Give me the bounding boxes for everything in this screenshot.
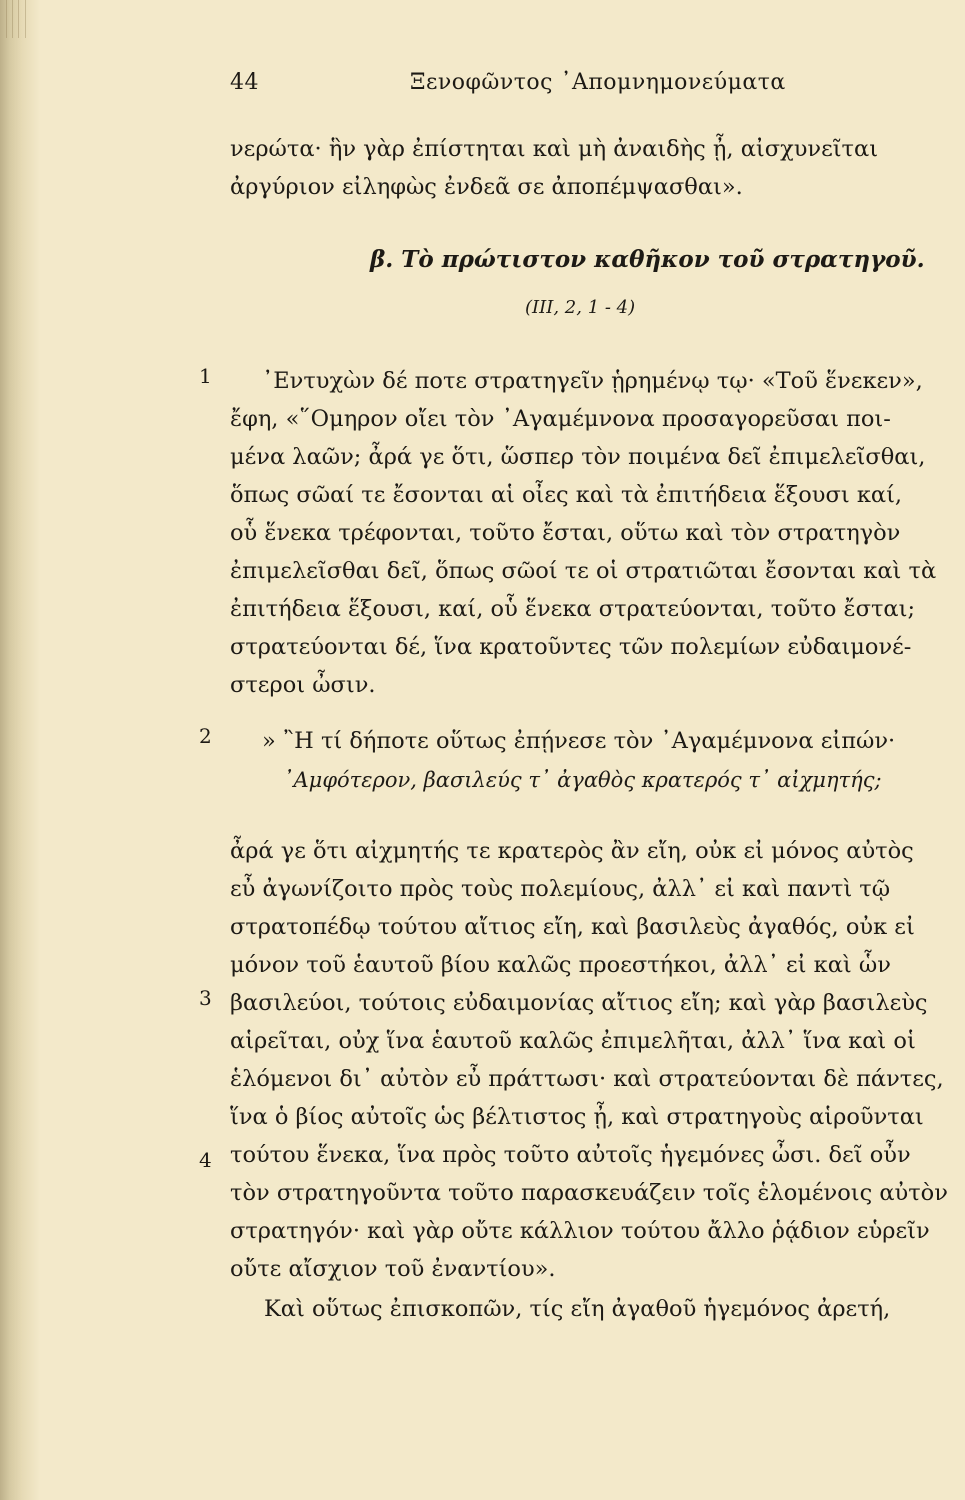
text-line: τὸν στρατηγοῦντα τοῦτο παρασκευάζειν τοῖς ἑλομένοις αὐτὸν [230,1180,948,1206]
text-line: τούτου ἕνεκα, ἵνα πρὸς τοῦτο αὐτοῖς ἡγεμόνες ὦσι. δεῖ οὖν [230,1142,911,1168]
text-line: ἆρά γε ὅτι αἰχμητής τε κρατερὸς ἂν εἴη, οὐκ εἰ μόνος αὐτὸς [230,838,914,864]
text-line: βασιλεύοι, τούτοις εὐδαιμονίας αἴτιος εἴη; καὶ γὰρ βασιλεὺς [230,990,928,1016]
text-line: ἑλόμενοι δι᾿ αὐτὸν εὖ πράττωσι· καὶ στρατεύονται δὲ πάντες, [230,1066,944,1092]
text-line: στρατεύονται δέ, ἵνα κρατοῦντες τῶν πολεμίων εὐδαιμονέ- [230,634,912,660]
section-reference: (ΙΙΙ, 2, 1 - 4) [525,297,636,318]
paragraph-2 [230,722,962,760]
homer-quote: ᾿Αμφότερον, βασιλεύς τ᾿ ἀγαθὸς κρατερός τ᾿ αἰχμητής; [283,768,882,792]
running-title: Ξενοφῶντος ᾿Απομνημονεύματα [410,70,786,95]
margin-number: 2 [199,724,212,748]
text-line: ᾿Εντυχὼν δέ ποτε στρατηγεῖν ᾑρημένῳ τῳ· «Τοῦ ἕνεκεν», [262,368,923,394]
text-line: μόνον τοῦ ἑαυτοῦ βίου καλῶς προεστήκοι, ἀλλ᾿ εἰ καὶ ὧν [230,952,891,978]
text-line: νερώτα· ἣν γὰρ ἐπίστηται καὶ μὴ ἀναιδὴς ᾖ, αἰσχυνεῖται [230,136,879,162]
text-line: Καὶ οὕτως ἐπισκοπῶν, τίς εἴη ἀγαθοῦ ἡγεμόνος ἀρετή, [264,1296,891,1322]
text-line: ὅπως σῶαί τε ἔσονται αἱ οἶες καὶ τὰ ἐπιτήδεια ἕξουσι καί, [230,482,903,508]
page-header [230,70,790,104]
paragraph-1 [230,362,962,704]
text-line: » ῍Η τί δήποτε οὕτως ἐπῄνεσε τὸν ᾿Αγαμέμνονα εἰπών· [262,728,896,754]
text-line: αἱρεῖται, οὐχ ἵνα ἑαυτοῦ καλῶς ἐπιμελῆται, ἀλλ᾿ ἵνα καὶ οἱ [230,1028,916,1054]
text-line: ἐπιτήδεια ἕξουσι, καί, οὗ ἕνεκα στρατεύονται, τοῦτο ἔσται; [230,596,916,622]
margin-number: 4 [199,1148,212,1172]
text-line: στρατοπέδῳ τούτου αἴτιος εἴη, καὶ βασιλεὺς ἀγαθός, οὐκ εἰ [230,914,915,940]
paragraph-4 [230,1290,962,1328]
margin-number: 1 [199,364,212,388]
text-line: στεροι ὦσιν. [230,672,376,698]
text-line: ἵνα ὁ βίος αὐτοῖς ὡς βέλτιστος ᾖ, καὶ στρατηγοὺς αἱροῦνται [230,1104,924,1130]
text-line: οὗ ἕνεκα τρέφονται, τοῦτο ἔσται, οὕτω καὶ τὸν στρατηγὸν [230,520,901,546]
paragraph-3 [230,832,962,1288]
margin-number: 3 [199,986,212,1010]
text-line: ἀργύριον εἰληφὼς ἐνδεᾶ σε ἀποπέμψασθαι». [230,174,743,200]
text-line: στρατηγόν· καὶ γὰρ οὔτε κάλλιον τούτου ἄλλο ῥᾴδιον εὑρεῖν [230,1218,930,1244]
text-line: ἔφη, «῞Ομηρον οἴει τὸν ᾿Αγαμέμνονα προσαγορεῦσαι ποι- [230,406,891,432]
section-title: β. Τὸ πρώτιστον καθῆκον τοῦ στρατηγοῦ. [370,246,925,273]
text-line: εὖ ἀγωνίζοιτο πρὸς τοὺς πολεμίους, ἀλλ᾿ εἰ καὶ παντὶ τῷ [230,876,891,902]
text-line: ἐπιμελεῖσθαι δεῖ, ὅπως σῶοί τε οἱ στρατιῶται ἔσονται καὶ τὰ [230,558,937,584]
text-line: μένα λαῶν; ἆρά γε ὅτι, ὥσπερ τὸν ποιμένα δεῖ ἐπιμελεῖσθαι, [230,444,926,470]
page-number: 44 [230,70,259,95]
text-line: οὔτε αἴσχιον τοῦ ἐναντίου». [230,1256,556,1282]
intro-text [230,130,962,206]
